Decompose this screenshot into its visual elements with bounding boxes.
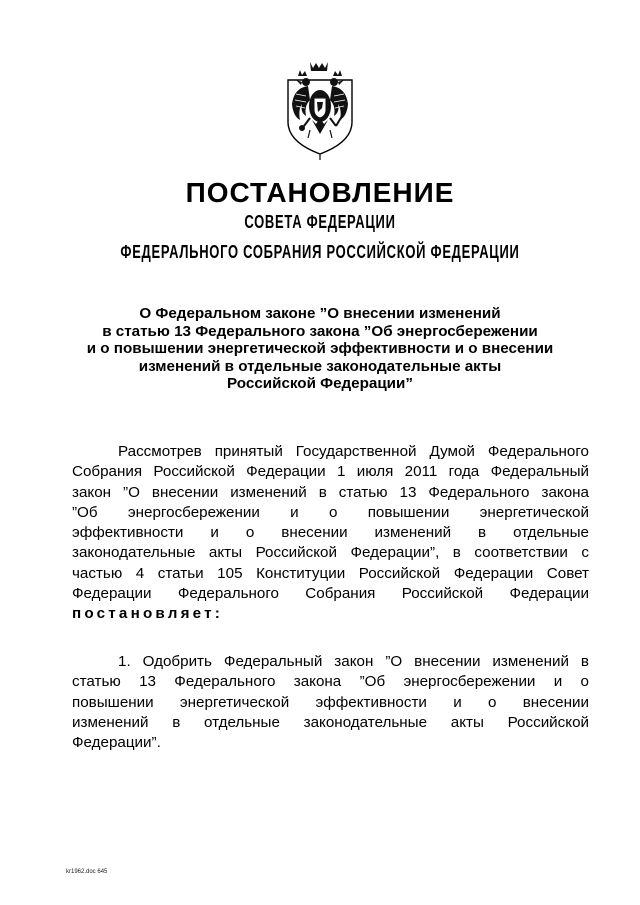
law-title-line: изменений в отдельные законодательные акты bbox=[138, 357, 502, 375]
law-title-line: О Федеральном законе ”О внесении изменений bbox=[139, 305, 501, 322]
paragraph-line: законодательные акты Российской Федерации”, в соответствии с bbox=[72, 544, 589, 562]
paragraph-line: частью 4 статьи 105 Конституции Российской Федерации Совет bbox=[72, 564, 589, 582]
law-title-line: в статью 13 Федерального закона ”Об энергосбережении bbox=[102, 322, 538, 340]
paragraph-line: Собрания Российской Федерации 1 июля 2011 года Федеральный bbox=[72, 463, 589, 481]
paragraph-line: статью 13 Федерального закона ”Об энергосбережении и о bbox=[72, 673, 589, 691]
law-title-line: Российской Федерации” bbox=[227, 375, 413, 392]
document-subtitle-assembly: ФЕДЕРАЛЬНОГО СОБРАНИЯ РОССИЙСКОЙ ФЕДЕРАЦИИ bbox=[120, 242, 520, 262]
document-subtitle-council: СОВЕТА ФЕДЕРАЦИИ bbox=[244, 212, 396, 232]
paragraph-line: эффективности и о внесении изменений в отдельные bbox=[72, 524, 589, 542]
law-title-line: и о повышении энергетической эффективности и о внесении bbox=[86, 340, 554, 357]
paragraph-line: повышении энергетической эффективности и о внесении bbox=[72, 693, 589, 711]
coat-of-arms-emblem bbox=[284, 60, 356, 160]
paragraph-line: изменений в отдельные законодательные акты Российской bbox=[72, 713, 589, 731]
document-file-reference: kr1962.doc 645 bbox=[66, 869, 108, 875]
paragraph-line: ”Об энергосбережении и о повышении энергетической bbox=[72, 503, 589, 521]
paragraph-line: закон ”О внесении изменений в статью 13 Федерального закона bbox=[72, 483, 589, 501]
paragraph-line: Федерации Федерального Собрания Российской Федерации bbox=[72, 585, 589, 603]
body-paragraph-considered bbox=[72, 442, 589, 625]
paragraph-line: Рассмотрев принятый Государственной Думой Федерального bbox=[118, 443, 589, 460]
paragraph-line: 1. Одобрить Федеральный закон ”О внесении изменений в bbox=[118, 653, 589, 670]
paragraph-line: Федерации”. bbox=[72, 734, 161, 752]
resolves-word: постановляет: bbox=[72, 605, 224, 623]
law-title bbox=[0, 305, 640, 393]
body-paragraph-approve bbox=[72, 652, 589, 753]
document-title: ПОСТАНОВЛЕНИЕ bbox=[185, 177, 455, 208]
